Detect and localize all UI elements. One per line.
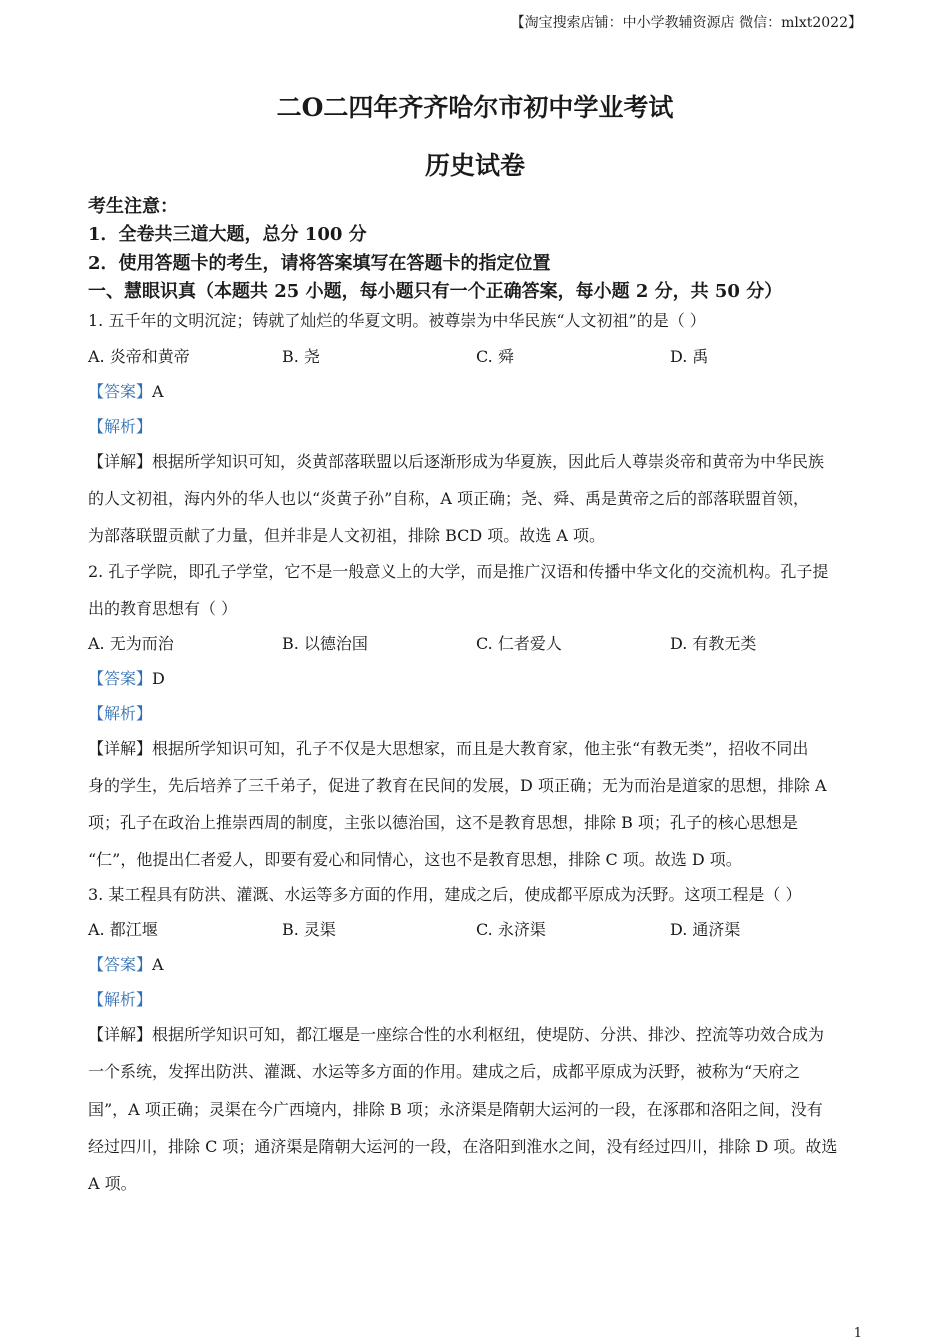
q3-stem: 3. 某工程具有防洪、灌溉、水运等多方面的作用，建成之后，使成都平原成为沃野。这项工程是（ ） <box>88 885 802 904</box>
answer-label: 【答案】 <box>88 382 153 401</box>
q3-option-a: A. 都江堰 <box>88 920 158 939</box>
q1-option-c: C. 舜 <box>476 347 514 366</box>
q1-detail-line-1 <box>88 449 824 472</box>
q3-option-d: D. 通济渠 <box>670 920 741 939</box>
q3-answer <box>88 952 164 975</box>
q3-answer-value: A <box>152 955 164 974</box>
q1-option-d: D. 禹 <box>670 347 709 366</box>
q2-option-a: A. 无为而治 <box>88 634 174 653</box>
q3-detail-line-2: 一个系统，发挥出防洪、灌溉、水运等多方面的作用。建成之后，成都平原成为沃野，被称为“天府之 <box>88 1062 801 1081</box>
q1-option-b: B. 尧 <box>282 347 320 366</box>
q2-detail-line-2: 身的学生，先后培养了三千弟子，促进了教育在民间的发展，D 项正确；无为而治是道家的思想，排除 A <box>88 776 827 795</box>
q3-detail-text: 根据所学知识可知，都江堰是一座综合性的水利枢纽，使堤防、分洪、排沙、控流等功效合成为 <box>152 1025 825 1044</box>
q3-analysis-label: 【解析】 <box>88 990 153 1009</box>
q1-answer-value: A <box>152 382 164 401</box>
q1-stem: 1. 五千年的文明沉淀；铸就了灿烂的华夏文明。被尊崇为中华民族“人文初祖”的是（ ） <box>88 311 706 330</box>
notice-heading: 考生注意： <box>88 196 178 217</box>
header-note: 【淘宝搜索店铺：中小学教辅资源店 微信：mlxt2022】 <box>510 15 862 31</box>
q2-detail-line-4: “仁”，他提出仁者爱人，即要有爱心和同情心，这也不是教育思想，排除 C 项。故选 D 项。 <box>88 850 742 869</box>
q3-detail-line-4: 经过四川，排除 C 项；通济渠是隋朝大运河的一段，在洛阳到淮水之间，没有经过四川，排除 D 项。故选 <box>88 1137 838 1156</box>
q2-detail-text: 根据所学知识可知，孔子不仅是大思想家，而且是大教育家，他主张“有教无类”，招收不同出 <box>152 739 809 758</box>
q1-option-a: A. 炎帝和黄帝 <box>88 347 190 366</box>
q2-stem-line-1: 2. 孔子学院，即孔子学堂，它不是一般意义上的大学，而是推广汉语和传播中华文化的交流机构。孔子提 <box>88 562 829 581</box>
q1-detail-line-3: 为部落联盟贡献了力量，但并非是人文初祖，排除 BCD 项。故选 A 项。 <box>88 526 606 545</box>
q1-analysis-label: 【解析】 <box>88 417 153 436</box>
notice-item-1: 1．全卷共三道大题，总分 100 分 <box>88 224 367 245</box>
q3-option-c: C. 永济渠 <box>476 920 546 939</box>
q3-detail-line-1 <box>88 1022 824 1045</box>
exam-title: 二O二四年齐齐哈尔市初中学业考试 <box>276 93 674 122</box>
answer-label: 【答案】 <box>88 669 153 688</box>
q3-option-b: B. 灵渠 <box>282 920 336 939</box>
q1-answer <box>88 379 164 402</box>
q2-option-c: C. 仁者爱人 <box>476 634 562 653</box>
q1-detail-line-2: 的人文初祖，海内外的华人也以“炎黄子孙”自称，A 项正确；尧、舜、禹是黄帝之后的部落联盟首领， <box>88 489 810 508</box>
detail-label: 【详解】 <box>88 452 153 471</box>
detail-label: 【详解】 <box>88 739 153 758</box>
q2-answer-value: D <box>152 669 165 688</box>
notice-item-2: 2．使用答题卡的考生，请将答案填写在答题卡的指定位置 <box>88 253 551 274</box>
answer-label: 【答案】 <box>88 955 153 974</box>
q2-detail-line-3: 项；孔子在政治上推崇西周的制度，主张以德治国，这不是教育思想，排除 B 项；孔子的核心思想是 <box>88 813 798 832</box>
q2-analysis-label: 【解析】 <box>88 704 153 723</box>
q2-detail-line-1 <box>88 736 808 759</box>
section-heading: 一、慧眼识真（本题共 25 小题，每小题只有一个正确答案，每小题 2 分，共 50 分） <box>88 281 783 302</box>
q2-option-d: D. 有教无类 <box>670 634 757 653</box>
q1-detail-text: 根据所学知识可知，炎黄部落联盟以后逐渐形成为华夏族，因此后人尊崇炎帝和黄帝为中华民族 <box>152 452 825 471</box>
q2-option-b: B. 以德治国 <box>282 634 368 653</box>
q3-detail-line-5: A 项。 <box>88 1174 137 1193</box>
q2-stem-line-2: 出的教育思想有（ ） <box>88 599 238 618</box>
q3-detail-line-3: 国”，A 项正确；灵渠在今广西境内，排除 B 项；永济渠是隋朝大运河的一段，在涿郡和洛阳之间，没有 <box>88 1100 823 1119</box>
exam-subtitle: 历史试卷 <box>424 151 525 180</box>
detail-label: 【详解】 <box>88 1025 153 1044</box>
page-number: 1 <box>853 1326 862 1341</box>
q2-answer <box>88 666 165 689</box>
